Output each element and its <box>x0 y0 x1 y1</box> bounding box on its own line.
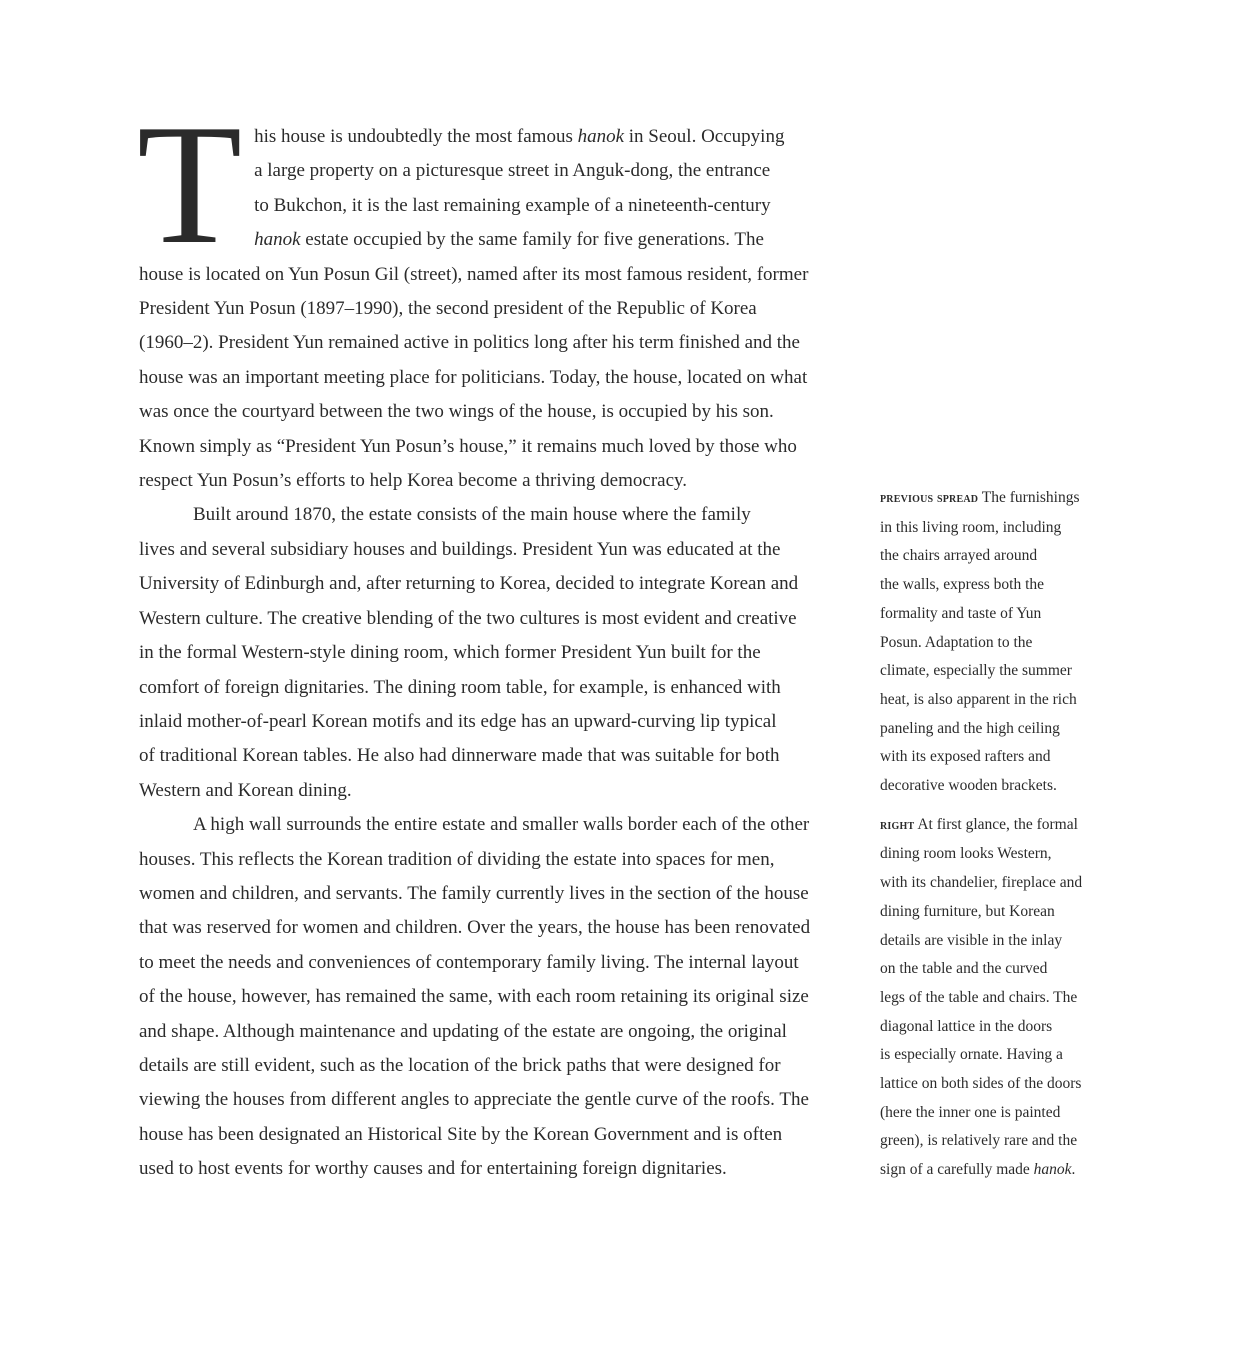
caption-line: is especially ornate. Having a <box>880 1046 1063 1064</box>
caption-line: paneling and the high ceiling <box>880 719 1060 737</box>
caption-line: legs of the table and chairs. The <box>880 988 1078 1006</box>
caption-previous-spread <box>880 484 1110 801</box>
text-line: house was an important meeting place for politicians. Today, the house, located on what <box>139 366 808 388</box>
caption-line: dining furniture, but Korean <box>880 902 1055 920</box>
caption-label: previous spread <box>880 491 979 506</box>
text-line: (1960–2). President Yun remained active in politics long after his term finished and the <box>139 332 800 354</box>
caption-line: with its exposed rafters and <box>880 748 1051 766</box>
text-line: Built around 1870, the estate consists of the main house where the family <box>193 504 751 526</box>
caption-line <box>880 484 1110 514</box>
caption-column <box>880 484 1110 1195</box>
text-line: was once the courtyard between the two wings of the house, is occupied by his son. <box>139 401 774 423</box>
text-line: to Bukchon, it is the last remaining example of a nineteenth-century <box>254 194 771 216</box>
text-line: details are still evident, such as the location of the brick paths that were designed for <box>139 1054 781 1076</box>
text-line: women and children, and servants. The family currently lives in the section of the house <box>139 882 809 904</box>
caption-line: in this living room, including <box>880 518 1062 536</box>
caption-line: formality and taste of Yun <box>880 604 1042 622</box>
text-line: A high wall surrounds the entire estate and smaller walls border each of the other <box>193 814 810 836</box>
text-line <box>139 223 839 257</box>
caption-line: dining room looks Western, <box>880 845 1052 863</box>
caption-line <box>880 1156 1110 1185</box>
text-run: his house is undoubtedly the most famous <box>254 126 578 147</box>
caption-text: At first glance, the formal <box>914 815 1078 833</box>
caption-line: on the table and the curved <box>880 960 1048 978</box>
text-line: house has been designated an Historical Site by the Korean Government and is often <box>139 1123 783 1145</box>
caption-line: the chairs arrayed around <box>880 547 1038 565</box>
text-line: inlaid mother-of-pearl Korean motifs and its edge has an upward-curving lip typical <box>139 710 777 732</box>
drop-cap: T <box>137 90 243 280</box>
text-line: viewing the houses from different angles to appreciate the gentle curve of the roofs. The <box>139 1089 809 1111</box>
text-line: respect Yun Posun’s efforts to help Korea become a thriving democracy. <box>139 470 688 492</box>
text-line: to meet the needs and conveniences of contemporary family living. The internal layout <box>139 951 799 973</box>
caption-text: . <box>1071 1161 1076 1179</box>
text-line: Known simply as “President Yun Posun’s house,” it remains much loved by those who <box>139 435 797 457</box>
text-line: lives and several subsidiary houses and buildings. President Yun was educated at the <box>139 538 781 560</box>
caption-text: The furnishings <box>978 489 1080 506</box>
paragraph-2 <box>139 498 839 808</box>
text-line: and shape. Although maintenance and updating of the estate are ongoing, the original <box>139 1020 787 1042</box>
text-run: estate occupied by the same family for five generations. The <box>300 229 764 251</box>
caption-line: details are visible in the inlay <box>880 931 1063 949</box>
text-line: used to host events for worthy causes and for entertaining foreign dignitaries. <box>139 1158 727 1180</box>
caption-line: decorative wooden brackets. <box>880 777 1057 795</box>
text-line: that was reserved for women and children. Over the years, the house has been renovated <box>139 917 811 939</box>
text-line: comfort of foreign dignitaries. The dining room table, for example, is enhanced with <box>139 676 781 698</box>
caption-right <box>880 811 1110 1185</box>
caption-line: Posun. Adaptation to the <box>880 633 1033 651</box>
italic-term: hanok <box>1033 1161 1072 1179</box>
text-line: in the formal Western-style dining room, which former President Yun built for the <box>139 642 761 664</box>
text-line: University of Edinburgh and, after returning to Korea, decided to integrate Korean and <box>139 573 799 595</box>
caption-line: green), is relatively rare and the <box>880 1132 1078 1150</box>
article-body <box>137 90 839 1187</box>
caption-line: climate, especially the summer <box>880 662 1072 680</box>
caption-line: the walls, express both the <box>880 576 1045 594</box>
italic-term: hanok <box>577 126 625 147</box>
text-line: Western and Korean dining. <box>139 779 352 801</box>
caption-line: heat, is also apparent in the rich <box>880 690 1077 708</box>
text-line: Western culture. The creative blending of the two cultures is most evident and creative <box>139 607 797 629</box>
text-run: in Seoul. Occupying <box>624 126 785 147</box>
text-line <box>139 120 839 154</box>
paragraph-3 <box>139 808 839 1186</box>
caption-line <box>880 811 1110 841</box>
caption-line: (here the inner one is painted <box>880 1103 1061 1121</box>
caption-text: sign of a carefully made <box>880 1161 1034 1179</box>
caption-line: lattice on both sides of the doors <box>880 1075 1082 1093</box>
text-line: of traditional Korean tables. He also had dinnerware made that was suitable for both <box>139 745 780 767</box>
caption-label: right <box>880 817 915 833</box>
paragraph-1 <box>137 90 839 498</box>
italic-term: hanok <box>254 229 301 251</box>
text-line: a large property on a picturesque street in Anguk-dong, the entrance <box>254 160 771 182</box>
text-line: President Yun Posun (1897–1990), the second president of the Republic of Korea <box>139 298 757 320</box>
text-line: houses. This reflects the Korean tradition of dividing the estate into spaces for men, <box>139 848 775 870</box>
caption-line: with its chandelier, fireplace and <box>880 874 1083 892</box>
text-line: of the house, however, has remained the same, with each room retaining its original size <box>139 986 809 1008</box>
caption-line: diagonal lattice in the doors <box>880 1017 1053 1035</box>
text-line: house is located on Yun Posun Gil (street), named after its most famous resident, former <box>139 263 809 285</box>
